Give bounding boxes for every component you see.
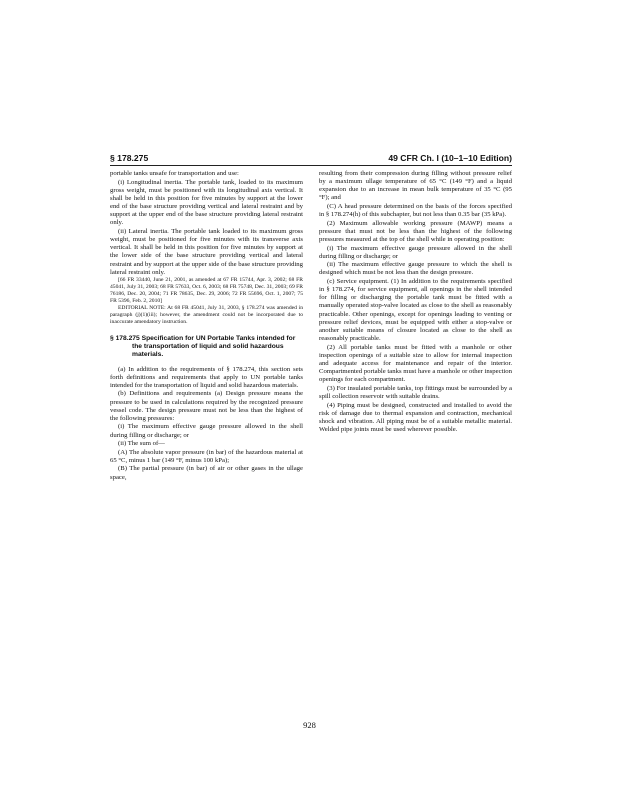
paragraph-b-A: (A) The absolute vapor pressure (in bar) of the hazardous material at 65 °C, minus 1 bar (149 °F, minus 100 kPa); xyxy=(110,448,303,464)
paragraph-mawp: (2) Maximum allowable working pressure (MAWP) means a pressure that must not be less than the highest of the following pressures measured at the top of the shell while in operating position: xyxy=(319,219,512,244)
paragraph-mawp-ii: (ii) The maximum effective gauge pressure to which the shell is designed which must be not less than the design pressure. xyxy=(319,261,512,277)
paragraph-mawp-i: (i) The maximum effective gauge pressure allowed in the shell during filling or discharge; or xyxy=(319,244,512,260)
right-column xyxy=(319,170,512,710)
paragraph-c1: (c) Service equipment. (1) In addition to the requirements specified in § 178.274, for service equipment, all openings in the shell intended for filling or discharging the portable tank must be fitted with a manually operated stop-valve located as close to the shell as reasonably practicable. Other openings, except for openings leading to venting or pressure relief devices, must be equipped with either a stop-valve or another suitable means of closure located as close to the shell as reasonably practicable. xyxy=(319,277,512,343)
section-heading: § 178.275 Specification for UN Portable Tanks intended for the transportation of liquid and solid hazardous materials. xyxy=(110,334,296,359)
paragraph-c2: (2) All portable tanks must be fitted with a manhole or other inspection openings of a suitable size to allow for internal inspection and adequate access for maintenance and repair of the interior. Compartmented portable tanks must have a manhole or other inspection openings for each compartment. xyxy=(319,343,512,384)
paragraph-b-ii: (ii) The sum of— xyxy=(118,440,165,448)
left-column xyxy=(110,170,303,710)
paragraph-b-B: (B) The partial pressure (in bar) of air or other gases in the ullage space, xyxy=(110,465,303,481)
header-rule xyxy=(110,165,512,166)
longitudinal-inertia-paragraph: (i) Longitudinal inertia. The portable tank, loaded to its maximum gross weight, must be positioned with its longitudinal axis vertical. It shall be held in this position for five minutes by support at the lower end of the base structure providing vertical and lateral restraint and by support at the upper end of the base structure providing lateral restraint only. xyxy=(110,178,303,227)
continuation-paragraph: portable tanks unsafe for transportation and use: xyxy=(110,170,239,177)
page-number: 928 xyxy=(303,720,316,730)
paragraph-b: (b) Definitions and requirements (a) Design pressure means the pressure to be used in calculations required by the recognized pressure vessel code. The design pressure must not be less than the highest of the following pressures: xyxy=(110,390,303,422)
section-number: § 178.275 xyxy=(110,153,149,163)
source-citation: [66 FR 33440, June 21, 2001, as amended at 67 FR 15744, Apr. 3, 2002; 68 FR 45041, July 31, 2003; 68 FR 57633, Oct. 6, 2003; 68 FR 75748, Dec. 31, 2003; 69 FR 76186, Dec. 20, 2004; 71 FR 78635, Dec. 29, 2006; 72 FR 55696, Oct. 1, 2007; 75 FR 5396, Feb. 2, 2010] xyxy=(110,277,303,304)
publication-title: 49 CFR Ch. I (10–1–10 Edition) xyxy=(388,153,512,163)
editorial-note: EDITORIAL NOTE: At 68 FR 45041, July 31, 2003, § 178.274 was amended in paragraph (j)(1)(iii); however, the amendment could not be incorporated due to inaccurate amendatory instruction. xyxy=(110,305,303,326)
paragraph-c4: (4) Piping must be designed, constructed and installed to avoid the risk of damage due to thermal expansion and contraction, mechanical shock and vibration. All piping must be of a suitable metallic material. Welded pipe joints must be used wherever possible. xyxy=(319,401,512,433)
lateral-inertia-paragraph: (ii) Lateral inertia. The portable tank loaded to its maximum gross weight, must be positioned for five minutes with its transverse axis vertical. It shall be held in this position for five minutes by support at the lower side of the base structure providing vertical and lateral restraint and by support at the upper side of the base structure providing lateral restraint only. xyxy=(110,227,303,276)
running-head xyxy=(110,153,512,163)
paragraph-c3: (3) For insulated portable tanks, top fittings must be surrounded by a spill collection reservoir with suitable drains. xyxy=(319,384,512,400)
paragraph-b-i: (i) The maximum effective gauge pressure allowed in the shell during filling or discharge; or xyxy=(110,423,303,439)
paragraph-a: (a) In addition to the requirements of § 178.274, this section sets forth definitions and requirements that apply to UN portable tanks intended for the transportation of liquid and solid hazardous materials. xyxy=(110,365,303,389)
continuation-paragraph: resulting from their compression during filling without pressure relief by a maximum ullage temperature of 65 °C (149 °F) and a liquid expansion due to an increase in mean bulk temperature of 35 °C (95 °F); and xyxy=(319,170,512,202)
paragraph-C: (C) A head pressure determined on the basis of the forces specified in § 178.274(h) of this subchapter, but not less than 0.35 bar (35 kPa). xyxy=(319,203,512,219)
